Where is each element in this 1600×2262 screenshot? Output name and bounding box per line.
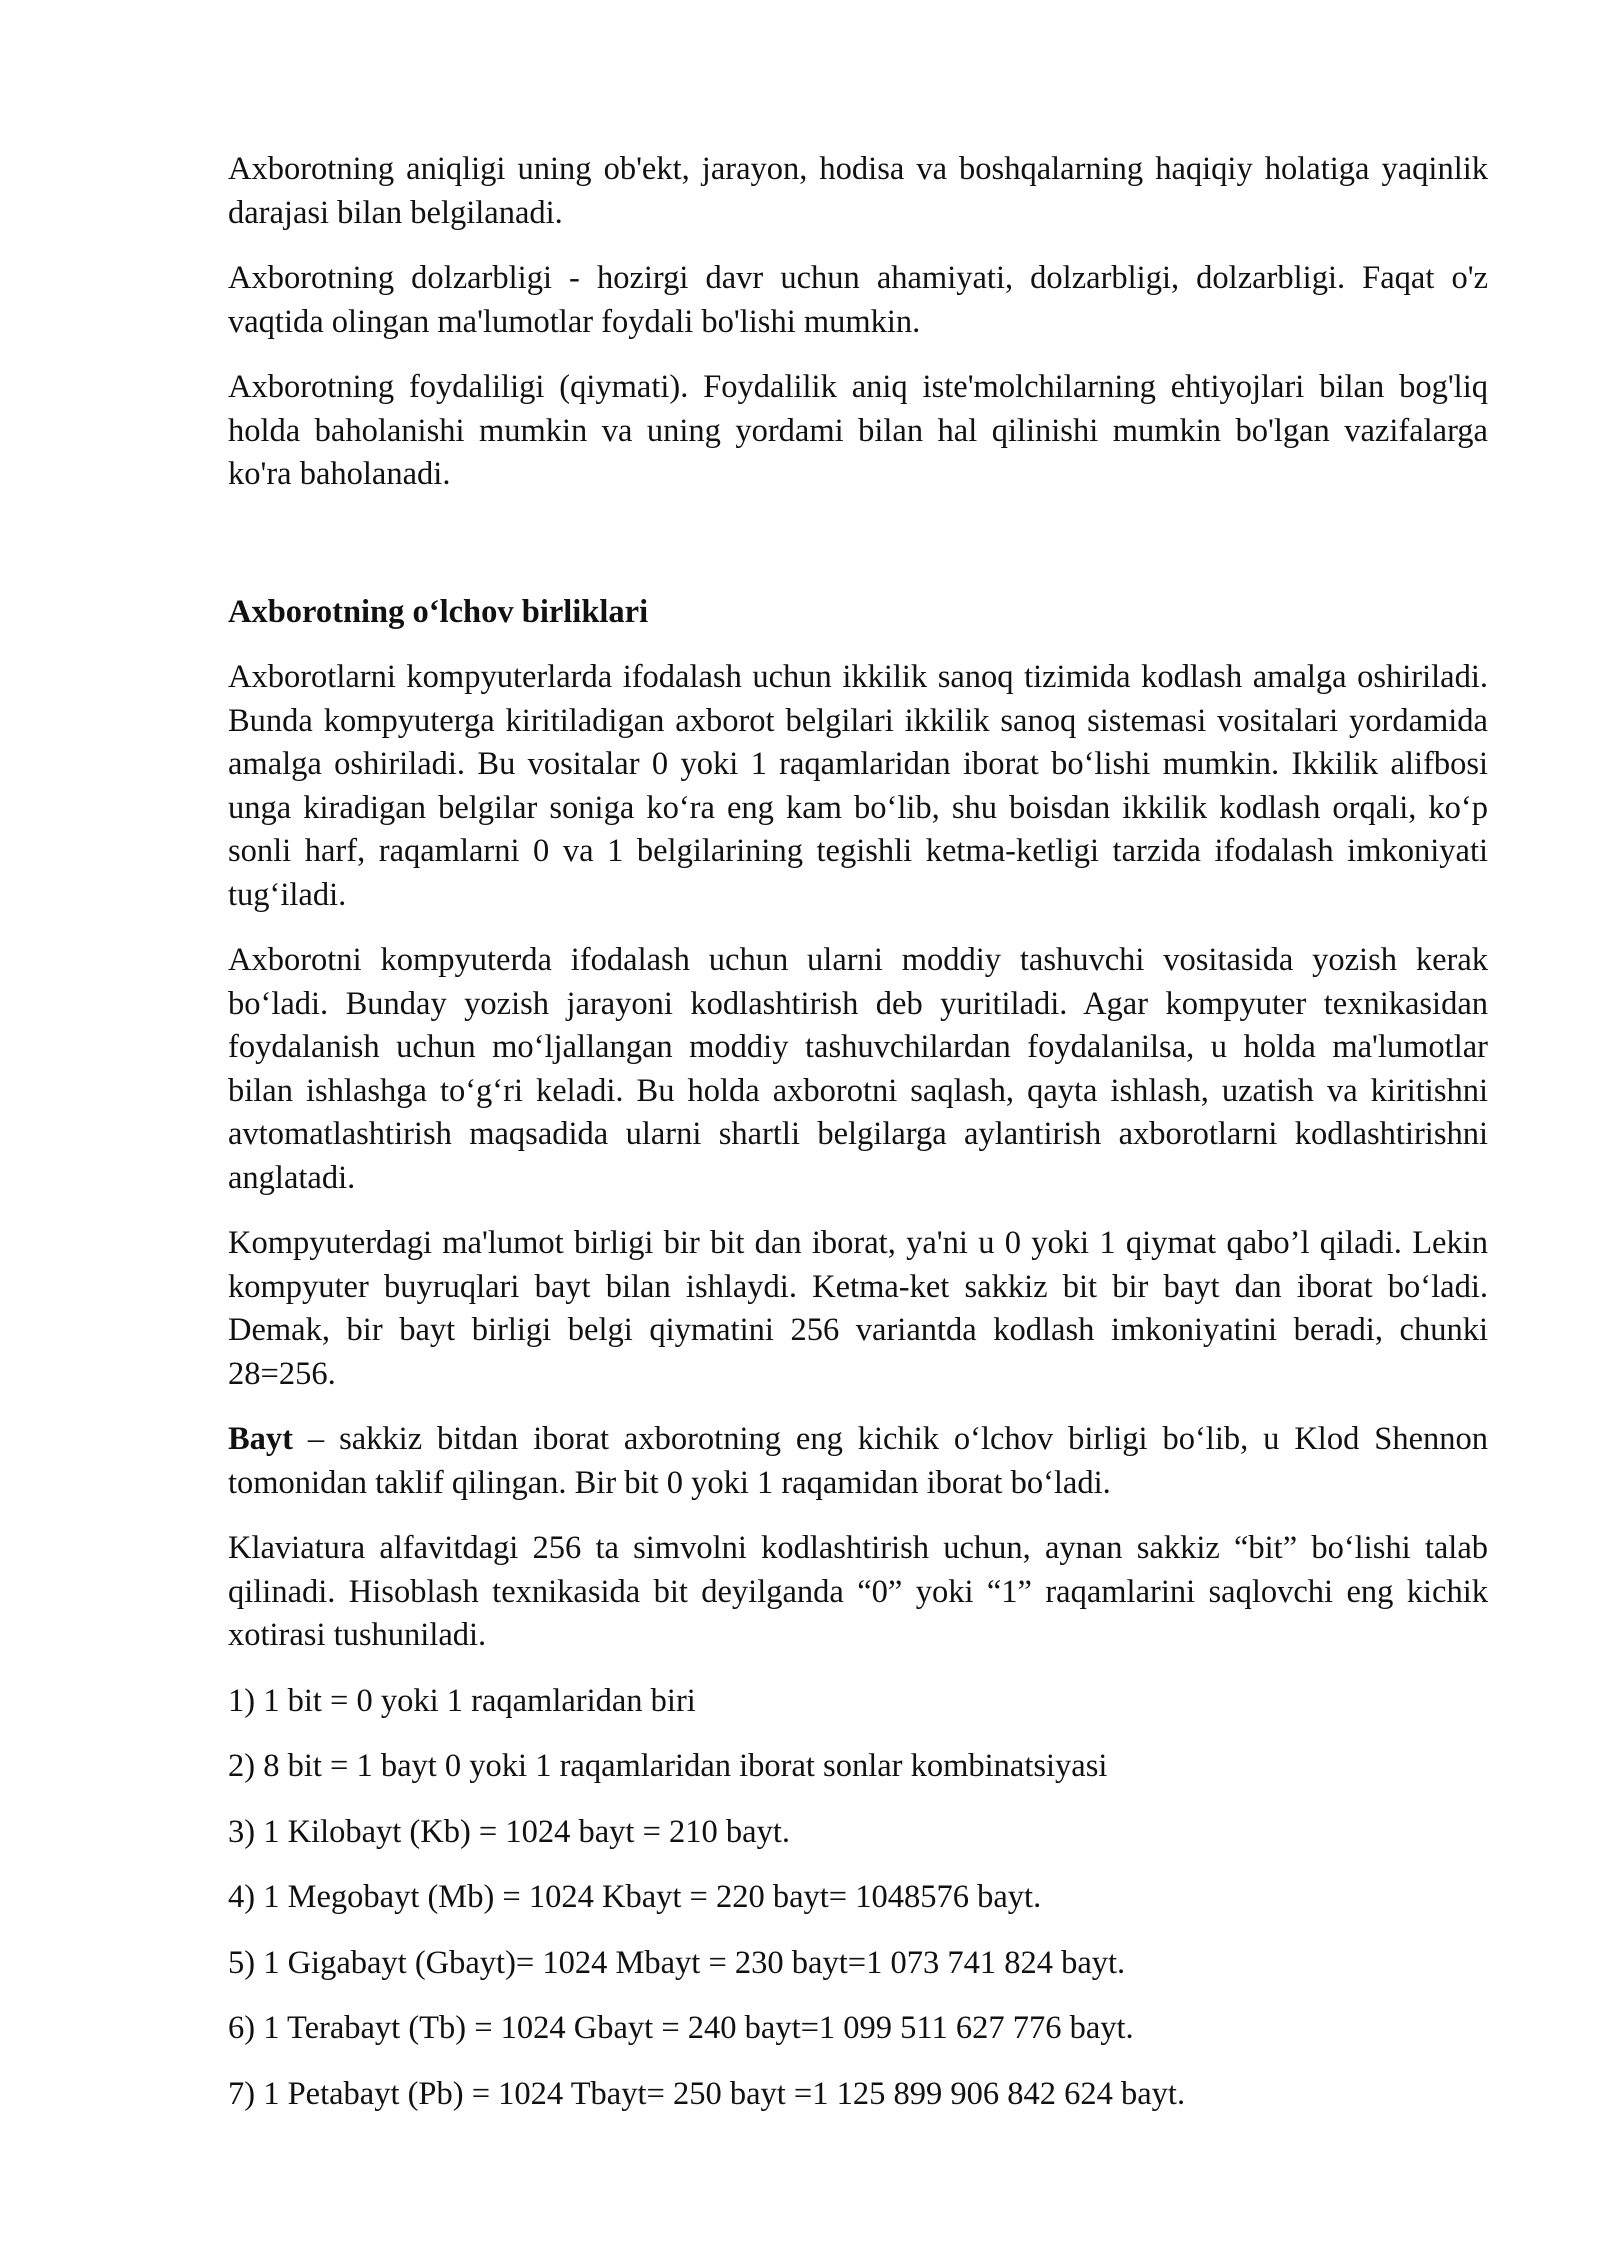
units-list — [228, 1680, 1488, 2117]
paragraph-usefulness: Axborotning foydaliligi (qiymati). Foydalilik aniq iste'molchilarning ehtiyojlari bilan bog'liq holda baholanishi mumkin va uning yordami bilan hal qilinishi mumkin bo'lgan vazifalarga ko'ra baholanadi. — [228, 369, 1488, 492]
list-item: 5) 1 Gigabayt (Gbayt)= 1024 Mbayt = 230 bayt=1 073 741 824 bayt. — [228, 1944, 1126, 1981]
section-heading: Axborotning o‘lchov birliklari — [228, 593, 649, 630]
paragraph-accuracy: Axborotning aniqligi uning ob'ekt, jarayon, hodisa va boshqalarning haqiqiy holatiga yaqinlik darajasi bilan belgilanadi. — [228, 151, 1488, 231]
list-item: 3) 1 Kilobayt (Kb) = 1024 bayt = 210 bayt. — [228, 1813, 790, 1850]
paragraph-binary-encoding: Axborotlarni kompyuterlarda ifodalash uchun ikkilik sanoq tizimida kodlash amalga oshiriladi. Bunda kompyuterga kiritiladigan axborot belgilari ikkilik sanoq sistemasi vositalari yordamida amalga oshiriladi. Bu vositalar 0 yoki 1 raqamlaridan iborat bo‘lishi mumkin. Ikkilik alifbosi unga kiradigan belgilar soniga ko‘ra eng kam bo‘lib, shu boisdan ikkilik kodlash orqali, ko‘p sonli harf, raqamlarni 0 va 1 belgilarining tegishli ketma-ketligi tarzida ifodalash imkoniyati tug‘iladi. — [228, 659, 1488, 913]
bayt-term: Bayt — [228, 1421, 293, 1457]
list-item: 2) 8 bit = 1 bayt 0 yoki 1 raqamlaridan iborat sonlar kombinatsiyasi — [228, 1748, 1108, 1784]
paragraph-bayt-definition — [228, 1418, 1488, 1505]
list-item: 4) 1 Megobayt (Mb) = 1024 Kbayt = 220 bayt= 1048576 bayt. — [228, 1879, 1042, 1915]
list-item: 6) 1 Terabayt (Tb) = 1024 Gbayt = 240 bayt=1 099 511 627 776 bayt. — [228, 2010, 1134, 2046]
paragraph-relevance: Axborotning dolzarbligi - hozirgi davr uchun ahamiyati, dolzarbligi, dolzarbligi. Faqat o'z vaqtida olingan ma'lumotlar foydali bo'lishi mumkin. — [228, 260, 1488, 340]
list-item: 7) 1 Petabayt (Pb) = 1024 Tbayt= 250 bayt =1 125 899 906 842 624 bayt. — [228, 2075, 1186, 2112]
paragraph-encoding-process: Axborotni kompyuterda ifodalash uchun ularni moddiy tashuvchi vositasida yozish kerak bo‘ladi. Bunday yozish jarayoni kodlashtirish deb yuritiladi. Agar kompyuter texnikasidan foydalanish uchun mo‘ljallangan moddiy tashuvchilardan foydalanilsa, u holda ma'lumotlar bilan ishlashga to‘g‘ri keladi. Bu holda axborotni saqlash, qayta ishlash, uzatish va kiritishni avtomatlashtirish maqsadida ularni shartli belgilarga aylantirish axborotlarni kodlashtirishni anglatadi. — [228, 942, 1488, 1196]
list-item: 1) 1 bit = 0 yoki 1 raqamlaridan biri — [228, 1682, 696, 1719]
bayt-definition-text: – sakkiz bitdan iborat axborotning eng kichik o‘lchov birligi bo‘lib, u Klod Shennon tomonidan taklif qilingan. Bir bit 0 yoki 1 raqamidan iborat bo‘ladi. — [228, 1421, 1488, 1501]
document-page — [228, 148, 1488, 2138]
paragraph-keyboard: Klaviatura alfavitdagi 256 ta simvolni kodlashtirish uchun, aynan sakkiz “bit” bo‘lishi talab qilinadi. Hisoblash texnikasida bit deyilganda “0” yoki “1” raqamlarini saqlovchi eng kichik xotirasi tushuniladi. — [228, 1530, 1488, 1653]
paragraph-bit-byte: Kompyuterdagi ma'lumot birligi bir bit dan iborat, ya'ni u 0 yoki 1 qiymat qabo’l qiladi. Lekin kompyuter buyruqlari bayt bilan ishlaydi. Ketma-ket sakkiz bit bir bayt dan iborat bo‘ladi. Demak, bir bayt birligi belgi qiymatini 256 variantda kodlash imkoniyatini beradi, chunki 28=256. — [228, 1225, 1488, 1392]
